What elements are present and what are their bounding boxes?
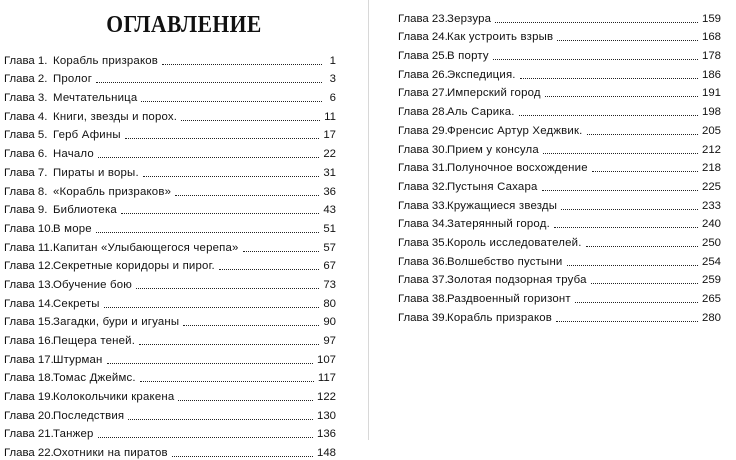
chapter-row[interactable] [398,7,721,26]
chapter-title: Имперский город [447,87,541,100]
chapter-title: Корабль призраков [447,311,553,324]
chapter-title: Король исследователей. [447,236,582,249]
left-chapter-list [4,49,336,460]
chapter-title: Золотая подзорная труба [447,274,587,287]
dot-leader [178,399,313,401]
chapter-row[interactable] [398,213,721,232]
chapter-row[interactable] [398,250,721,269]
chapter-title: Книги, звезды и порох. [53,110,178,123]
chapter-row[interactable] [4,86,336,105]
chapter-page-number: 159 [701,12,721,25]
chapter-title: Штурман [53,353,103,366]
chapter-number: Глава 20. [4,409,54,422]
chapter-number: Глава 25. [398,50,448,63]
chapter-page-number: 3 [329,73,336,86]
chapter-number: Глава 30. [398,143,448,156]
chapter-page-number: 117 [317,372,336,385]
dot-leader [520,77,698,79]
chapter-page-number: 31 [323,166,336,179]
chapter-page-number: 122 [316,391,336,404]
chapter-number: Глава 28. [398,106,448,119]
chapter-row[interactable] [4,423,336,442]
chapter-number: Глава 38. [398,293,448,305]
dot-leader [107,362,313,364]
chapter-number: Глава 26. [398,68,448,81]
dot-leader [567,264,698,266]
chapter-number: Глава 37. [398,274,448,287]
dot-leader [243,250,320,252]
chapter-title: Пещера теней. [53,335,136,347]
chapter-title: Френсис Артур Хеджвик. [447,124,583,137]
chapter-row[interactable] [398,63,721,82]
chapter-row[interactable] [4,105,336,124]
chapter-number: Глава 3. [4,92,48,105]
chapter-row[interactable] [398,44,721,63]
chapter-row[interactable] [4,255,336,274]
page-title: ОГЛАВЛЕНИЕ [106,12,262,38]
dot-leader [121,212,319,214]
chapter-row[interactable] [4,236,336,255]
chapter-row[interactable] [4,329,336,348]
chapter-page-number: 97 [323,335,336,347]
chapter-number: Глава 13. [4,278,54,291]
chapter-page-number: 43 [323,204,336,217]
chapter-page-number: 11 [324,110,336,123]
dot-leader [139,343,319,345]
dot-leader [219,268,319,270]
chapter-page-number: 205 [701,124,721,137]
chapter-page-number: 130 [316,409,336,422]
chapter-page-number: 136 [316,428,336,441]
chapter-row[interactable] [4,273,336,292]
chapter-title: Капитан «Улыбающегося черепа» [53,241,239,254]
chapter-number: Глава 5. [4,129,48,142]
chapter-title: В море [53,222,92,235]
chapter-row[interactable] [398,306,721,325]
chapter-page-number: 67 [323,260,336,273]
chapter-row[interactable] [4,199,336,218]
chapter-number: Глава 4. [4,110,48,123]
chapter-number: Глава 29. [398,124,448,137]
chapter-title: Пролог [53,73,93,86]
chapter-page-number: 80 [323,297,336,310]
dot-leader [543,152,698,154]
chapter-number: Глава 12. [4,260,54,273]
chapter-page-number: 254 [701,255,721,268]
chapter-title: Пустыня Сахара [447,180,538,193]
dot-leader [495,21,698,23]
chapter-page-number: 218 [701,162,721,175]
chapter-number: Глава 10. [4,222,54,235]
chapter-page-number: 212 [701,143,721,156]
chapter-number: Глава 7. [4,166,48,179]
chapter-number: Глава 32. [398,180,448,193]
dot-leader [545,95,698,97]
dot-leader [587,133,698,135]
chapter-row[interactable] [398,194,721,213]
chapter-page-number: 250 [701,236,721,249]
column-divider [368,0,369,440]
chapter-number: Глава 23. [398,12,448,25]
chapter-title: Начало [53,148,94,161]
chapter-number: Глава 27. [398,87,448,100]
chapter-title: Раздвоенный горизонт [447,293,571,305]
chapter-number: Глава 2. [4,73,48,86]
chapter-title: Секретные коридоры и пирог. [53,260,215,273]
chapter-row[interactable] [398,269,721,288]
chapter-title: Секреты [53,297,100,310]
chapter-number: Глава 19. [4,391,54,404]
chapter-number: Глава 16. [4,335,54,347]
chapter-row[interactable] [398,100,721,119]
chapter-page-number: 57 [323,241,336,254]
chapter-page-number: 168 [701,31,721,44]
chapter-row[interactable] [4,161,336,180]
dot-leader [586,245,698,247]
chapter-row[interactable] [398,287,721,306]
chapter-title: Последствия [53,409,125,422]
chapter-page-number: 198 [701,106,721,119]
chapter-page-number: 265 [701,293,721,305]
dot-leader [561,208,698,210]
chapter-number: Глава 22. [4,447,54,460]
chapter-page-number: 148 [316,447,336,460]
dot-leader [175,194,319,196]
chapter-row[interactable] [4,217,336,236]
chapter-title: Прием у консула [447,143,539,156]
chapter-number: Глава 34. [398,218,448,231]
chapter-title: Мечтательница [53,92,138,105]
chapter-row[interactable] [4,49,336,68]
dot-leader [542,189,698,191]
chapter-number: Глава 14. [4,297,54,310]
dot-leader [143,175,320,177]
chapter-title: Корабль призраков [53,54,159,67]
chapter-number: Глава 11. [4,241,53,254]
chapter-title: Затерянный город. [447,218,550,231]
chapter-title: Герб Афины [53,129,121,142]
chapter-number: Глава 8. [4,185,48,198]
chapter-number: Глава 9. [4,204,48,217]
chapter-title: Библиотека [53,204,117,217]
dot-leader [96,81,322,83]
chapter-number: Глава 18. [4,372,54,385]
chapter-row[interactable] [398,231,721,250]
dot-leader [183,324,319,326]
chapter-page-number: 240 [701,218,721,231]
dot-leader [575,301,698,303]
chapter-title: Зерзура [447,12,492,25]
chapter-page-number: 191 [701,87,721,100]
chapter-row[interactable] [4,180,336,199]
chapter-row[interactable] [398,157,721,176]
chapter-title: Колокольчики кракена [53,391,175,404]
chapter-row[interactable] [4,68,336,87]
dot-leader [493,58,698,60]
chapter-page-number: 186 [701,68,721,81]
dot-leader [591,282,698,284]
dot-leader [136,287,319,289]
chapter-title: Как устроить взрыв [447,31,554,44]
dot-leader [96,231,320,233]
dot-leader [557,39,698,41]
chapter-row[interactable] [4,348,336,367]
chapter-row[interactable] [4,404,336,423]
chapter-title: «Корабль призраков» [53,185,172,198]
chapter-number: Глава 15. [4,316,54,329]
chapter-row[interactable] [4,142,336,161]
chapter-row[interactable] [398,175,721,194]
chapter-title: Обучение бою [53,278,133,291]
chapter-title: Охотники на пиратов [53,447,168,460]
dot-leader [128,418,313,420]
chapter-page-number: 1 [329,54,336,67]
chapter-page-number: 259 [701,274,721,287]
chapter-row[interactable] [398,119,721,138]
right-chapter-list [398,7,721,325]
dot-leader [172,455,313,457]
chapter-number: Глава 21. [4,428,54,441]
chapter-number: Глава 33. [398,199,448,212]
chapter-title: Экспедиция. [447,68,516,81]
chapter-row[interactable] [398,138,721,157]
chapter-number: Глава 36. [398,255,448,268]
chapter-page-number: 17 [323,129,336,142]
chapter-row[interactable] [4,367,336,386]
chapter-number: Глава 24. [398,31,448,44]
chapter-title: Аль Сарика. [447,106,515,119]
chapter-title: Кружащиеся звезды [447,199,558,212]
chapter-page-number: 6 [329,92,336,105]
dot-leader [140,380,314,382]
dot-leader [554,226,698,228]
chapter-row[interactable] [4,292,336,311]
dot-leader [519,114,698,116]
dot-leader [556,320,698,322]
chapter-page-number: 107 [316,353,336,366]
dot-leader [98,436,313,438]
chapter-page-number: 280 [701,311,721,324]
chapter-title: Пираты и воры. [53,166,139,179]
chapter-row[interactable] [398,82,721,101]
chapter-number: Глава 6. [4,148,48,161]
chapter-row[interactable] [4,124,336,143]
chapter-title: Полуночное восхождение [447,162,588,175]
dot-leader [104,306,320,308]
chapter-title: Томас Джеймс. [53,372,136,385]
dot-leader [125,137,320,139]
dot-leader [162,63,322,65]
chapter-page-number: 233 [701,199,721,212]
dot-leader [98,156,319,158]
chapter-number: Глава 35. [398,236,448,249]
chapter-number: Глава 17. [4,353,54,366]
chapter-number: Глава 39. [398,311,448,324]
chapter-page-number: 22 [323,148,336,161]
chapter-row[interactable] [398,26,721,45]
chapter-row[interactable] [4,311,336,330]
chapter-page-number: 178 [701,50,721,63]
chapter-page-number: 51 [323,222,336,235]
chapter-title: В порту [447,50,489,63]
dot-leader [181,119,320,121]
chapter-title: Волшебство пустыни [447,255,563,268]
chapter-number: Глава 31. [398,162,448,175]
chapter-title: Загадки, бури и игуаны [53,316,180,329]
dot-leader [141,100,322,102]
dot-leader [592,170,698,172]
chapter-page-number: 225 [701,180,721,193]
chapter-page-number: 90 [323,316,336,329]
chapter-number: Глава 1. [4,54,48,67]
chapter-row[interactable] [4,441,336,460]
chapter-title: Танжер [53,428,94,441]
chapter-row[interactable] [4,385,336,404]
chapter-page-number: 36 [323,185,336,198]
chapter-page-number: 73 [323,278,336,291]
